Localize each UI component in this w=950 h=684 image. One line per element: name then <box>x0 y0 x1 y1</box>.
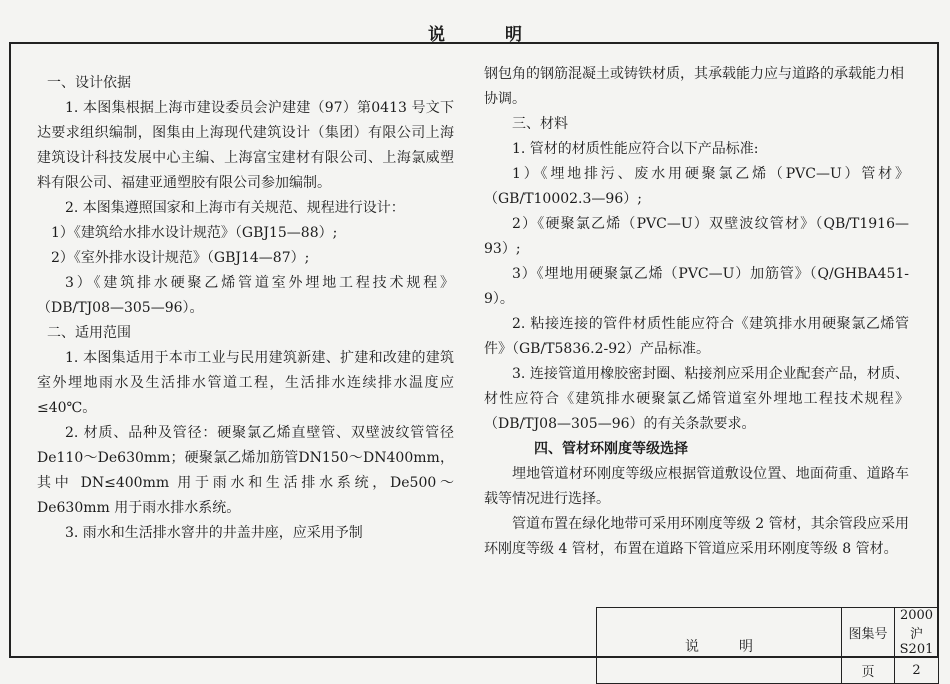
material-item-3: 3）《埋地用硬聚氯乙烯（PVC—U）加筋管》（Q/GHBA451-9）。 <box>484 266 909 307</box>
section-2-paragraph-3: 3. 雨水和生活排水窨井的井盖井座，应采用予制 <box>65 525 363 541</box>
title-block <box>596 607 939 684</box>
title-block-name: 说明 <box>597 608 842 684</box>
section-2-heading: 二、适用范围 <box>47 325 131 341</box>
section-3-paragraph-3: 3. 连接管道用橡胶密封圈、粘接剂应采用企业配套产品，材质、材性应符合《建筑排水硬聚氯乙烯管道室外埋地工程技术规程》（DB/TJ08—305—96）的有关条款要求。 <box>484 366 909 432</box>
section-4-heading: 四、管材环刚度等级选择 <box>534 441 688 457</box>
section-3-heading: 三、材料 <box>512 116 568 132</box>
atlas-number-label: 图集号 <box>842 608 895 658</box>
continued-paragraph: 钢包角的钢筋混凝土或铸铁材质，其承载能力应与道路的承载能力相协调。 <box>484 66 904 107</box>
left-column <box>37 71 454 546</box>
section-3-paragraph-2: 2. 粘接连接的管件材质性能应符合《建筑排水用硬聚氯乙烯管件》（GB/T5836.2-92）产品标准。 <box>484 316 909 357</box>
atlas-number: 2000 沪 S201 <box>895 608 939 658</box>
standard-item-1: 1）《建筑给水排水设计规范》（GBJ15—88）; <box>51 225 338 241</box>
section-3-paragraph-1: 1. 管材的材质性能应符合以下产品标准: <box>512 141 759 157</box>
section-4-paragraph-2: 管道布置在绿化地带可采用环刚度等级 2 管材，其余管段应采用环刚度等级 4 管材，布置在道路下管道应采用环刚度等级 8 管材。 <box>484 516 909 557</box>
section-4-paragraph-1: 埋地管道材环刚度等级应根据管道敷设位置、地面荷重、道路车载等情况进行选择。 <box>484 466 909 507</box>
section-2-paragraph-1: 1. 本图集适用于本市工业与民用建筑新建、扩建和改建的建筑室外埋地雨水及生活排水管道工程，生活排水连续排水温度应≤40℃。 <box>37 350 454 416</box>
material-item-1: 1）《埋地排污、废水用硬聚氯乙烯（PVC—U）管材》（GB/T10002.3—96）; <box>484 166 909 207</box>
section-1-paragraph-1: 1. 本图集根据上海市建设委员会沪建建（97）第0413 号文下达要求组织编制，图集由上海现代建筑设计（集团）有限公司上海建筑设计科技发展中心主编、上海富宝建材有限公司、上海氯威塑料有限公司、福建亚通塑胶有限公司参加编制。 <box>37 100 454 191</box>
material-item-2: 2）《硬聚氯乙烯（PVC—U）双壁波纹管材》（QB/T1916—93）; <box>484 216 909 257</box>
page-number: 2 <box>895 658 939 684</box>
section-1-paragraph-2: 2. 本图集遵照国家和上海市有关规范、规程进行设计： <box>65 200 405 216</box>
page-label: 页 <box>842 658 895 684</box>
page-title: 说明 <box>428 25 582 45</box>
standard-item-3: 3）《建筑排水硬聚乙烯管道室外埋地工程技术规程》（DB/TJ08—305—96）。 <box>37 275 454 316</box>
standard-item-2: 2）《室外排水设计规范》（GBJ14—87）; <box>51 250 310 266</box>
section-2-paragraph-2: 2. 材质、品种及管径：硬聚氯乙烯直壁管、双壁波纹管管径 De110～De630mm；硬聚氯乙烯加筋管DN150～DN400mm，其中 DN≤400mm 用于雨水和生活排水系统，De500～De630mm 用于雨水排水系统。 <box>37 425 454 516</box>
section-1-heading: 一、设计依据 <box>47 75 131 91</box>
right-column <box>484 62 909 562</box>
